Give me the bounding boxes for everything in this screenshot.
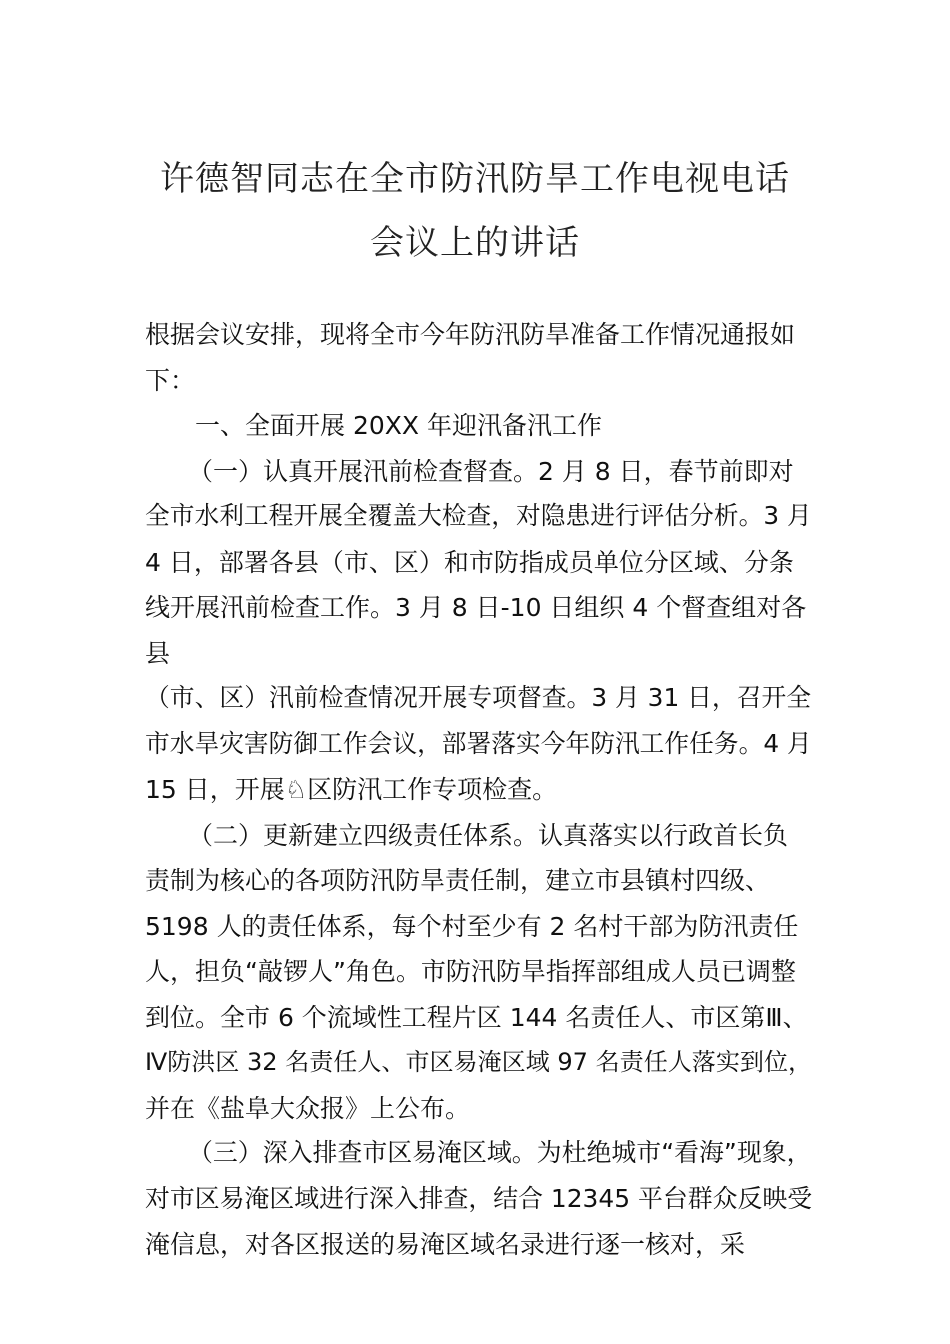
- section-heading-1: 一、全面开展 20XX 年迎汛备汛工作: [195, 411, 602, 440]
- body-line-20: 对市区易淹区域进行深入排查，结合 12345 平台群众反映受: [145, 1184, 813, 1213]
- body-line-21: 淹信息，对各区报送的易淹区域名录进行逐一核对，采: [145, 1230, 746, 1259]
- document-title-line-2: 会议上的讲话: [370, 223, 580, 263]
- body-line-2: 下：: [145, 366, 196, 395]
- body-line-16: 到位。全市 6 个流域性工程片区 144 名责任人、市区第Ⅲ、: [145, 1003, 808, 1032]
- body-line-7: 线开展汛前检查工作。3 月 8 日-10 日组织 4 个督查组对各: [145, 593, 807, 622]
- body-line-19: （三）深入排查市区易淹区域。为杜绝城市“看海”现象，: [188, 1138, 812, 1167]
- body-line-18: 并在《盐阜大众报》上公布。: [145, 1094, 471, 1123]
- body-line-17: Ⅳ防洪区 32 名责任人、市区易淹区域 97 名责任人落实到位，: [145, 1048, 813, 1076]
- body-line-8: 县: [145, 639, 171, 668]
- body-line-10: 市水旱灾害防御工作会议，部署落实今年防汛工作任务。4 月: [145, 729, 812, 758]
- document-title-line-1: 许德智同志在全市防汛防旱工作电视电话: [160, 159, 790, 199]
- body-line-15: 人，担负“敲锣人”角色。市防汛防旱指挥部组成人员已调整: [145, 957, 796, 986]
- body-line-6: 4 日，部署各县（市、区）和市防指成员单位分区域、分条: [145, 548, 794, 577]
- body-line-1: 根据会议安排，现将全市今年防汛防旱准备工作情况通报如: [145, 320, 796, 349]
- body-line-12: （二）更新建立四级责任体系。认真落实以行政首长负: [188, 821, 789, 850]
- body-line-9: （市、区）汛前检查情况开展专项督查。3 月 31 日，召开全: [145, 683, 812, 712]
- body-line-11: 15 日，开展♘区防汛工作专项检查。: [145, 775, 558, 804]
- body-line-4: （一）认真开展汛前检查督查。2 月 8 日，春节前即对: [188, 457, 794, 486]
- body-line-5: 全市水利工程开展全覆盖大检查，对隐患进行评估分析。3 月: [145, 501, 812, 530]
- body-line-14: 5198 人的责任体系，每个村至少有 2 名村干部为防汛责任: [145, 912, 799, 941]
- body-line-13: 责制为核心的各项防汛防旱责任制，建立市县镇村四级、: [145, 866, 771, 895]
